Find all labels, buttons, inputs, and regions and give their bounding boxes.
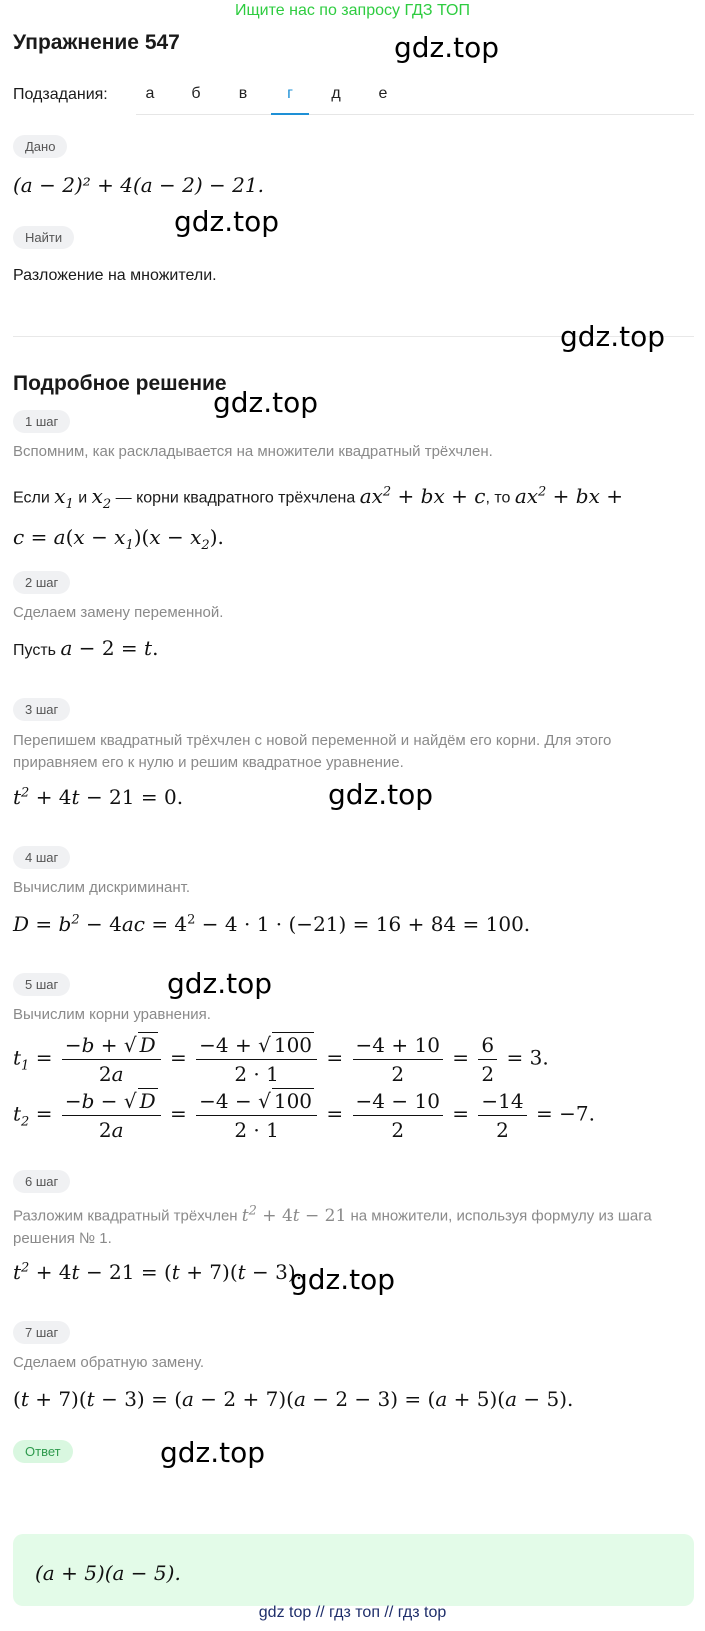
step-6-badge: 6 шаг [13,1170,70,1193]
watermark: gdz.top [290,1263,396,1296]
step-2-let: Пусть [13,642,56,659]
tab-a[interactable]: а [145,85,155,102]
step-5-root-2: $t_2$ = $\frac{-b - √ D}{2a}$ = $\frac{-4 - √ 100}{2 \cdot 1}$ = $\frac{-4 - 10}{2}$ = $\frac{-14}{2}$ = −7. [13,1088,595,1142]
step-4-badge: 4 шаг [13,846,70,869]
step-6-hint-start: Разложим квадратный трёхчлен [13,1207,238,1225]
tab-e[interactable]: е [378,85,388,102]
watermark: gdz.top [213,386,319,419]
step-3-hint: Перепишем квадратный трёхчлен с новой переменной и найдём его корни. Для этого приравняем его к нулю и решим квадратное уравнение. [13,732,612,771]
page-title: Упражнение 547 [13,31,180,54]
step-5-hint: Вычислим корни уравнения. [13,1006,211,1023]
step-7-badge: 7 шаг [13,1321,70,1344]
step-4-discriminant: $D = b^2 - 4ac = 4^2 - 4 \cdot 1 \cdot (-21) = 16 + 84 = 100$. [13,912,531,936]
step-7-hint: Сделаем обратную замену. [13,1354,205,1371]
step-1-body: Если $x_1$ и $x_2$ — корни квадратного трёхчлена $ax^2$ + bx + c, то $ax^2$ + bx + $c = a(x - x_1)(x - x_2)$. [13,483,623,553]
step-7-back-substitution: (t + 7)(t − 3) = (a − 2 + 7)(a − 2 − 3) = (a + 5)(a − 5). [13,1387,574,1411]
answer-expression: (a + 5)(a − 5). [35,1561,181,1585]
find-text: Разложение на множители. [13,267,217,284]
watermark: gdz.top [174,205,280,238]
tab-b[interactable]: б [191,85,201,102]
step-3-badge: 3 шаг [13,698,70,721]
watermark: gdz.top [160,1436,266,1469]
step-3-equation: $t^2 + 4t - 21 = 0$. [13,785,184,809]
find-badge: Найти [13,226,74,249]
step-6-hint-end: на множители, используя формулу из шага решения № 1. [13,1207,652,1247]
subtask-tabs [136,74,694,115]
tab-g[interactable]: г [271,74,309,115]
step-1-badge: 1 шаг [13,410,70,433]
watermark: gdz.top [560,320,666,353]
step-2-hint: Сделаем замену переменной. [13,604,224,621]
step-1-and: и [78,489,88,507]
given-expression: (a − 2)² + 4(a − 2) − 21. [13,173,264,197]
step-1-hint: Вспомним, как раскладывается на множители квадратный трёхчлен. [13,443,493,460]
subtasks-label: Подзадания: [13,86,108,103]
footer-links[interactable]: gdz top // гдз топ // гдз top [258,1604,447,1621]
step-5-root-1: $t_1$ = $\frac{-b + √ D}{2a}$ = $\frac{-4 + √ 100}{2 \cdot 1}$ = $\frac{-4 + 10}{2}$ = $\frac{6}{2}$ = 3. [13,1032,549,1086]
step-6-hint: Разложим квадратный трёхчлен $t^2 + 4t - 21$ на множители, используя формулу из шага решения № 1. [13,1203,652,1247]
step-1-roots: — корни квадратного трёхчлена [115,489,356,507]
top-banner[interactable]: Ищите нас по запросу ГДЗ ТОП [235,2,470,19]
solution-title: Подробное решение [13,372,227,395]
step-2-body: Пусть a − 2 = t. [13,636,159,660]
watermark: gdz.top [167,967,273,1000]
watermark: gdz.top [328,778,434,811]
step-2-badge: 2 шаг [13,571,70,594]
step-5-badge: 5 шаг [13,973,70,996]
answer-box [13,1534,694,1606]
watermark: gdz.top [394,31,500,64]
step-1-if: Если [13,489,50,507]
answer-badge: Ответ [13,1440,73,1463]
step-1-then: то [494,489,511,507]
step-6-factorization: $t^2 + 4t - 21 = (t + 7)(t - 3)$. [13,1260,303,1284]
given-badge: Дано [13,135,67,158]
step-4-hint: Вычислим дискриминант. [13,879,190,896]
tab-v[interactable]: в [238,85,248,102]
tab-d[interactable]: д [331,85,341,102]
